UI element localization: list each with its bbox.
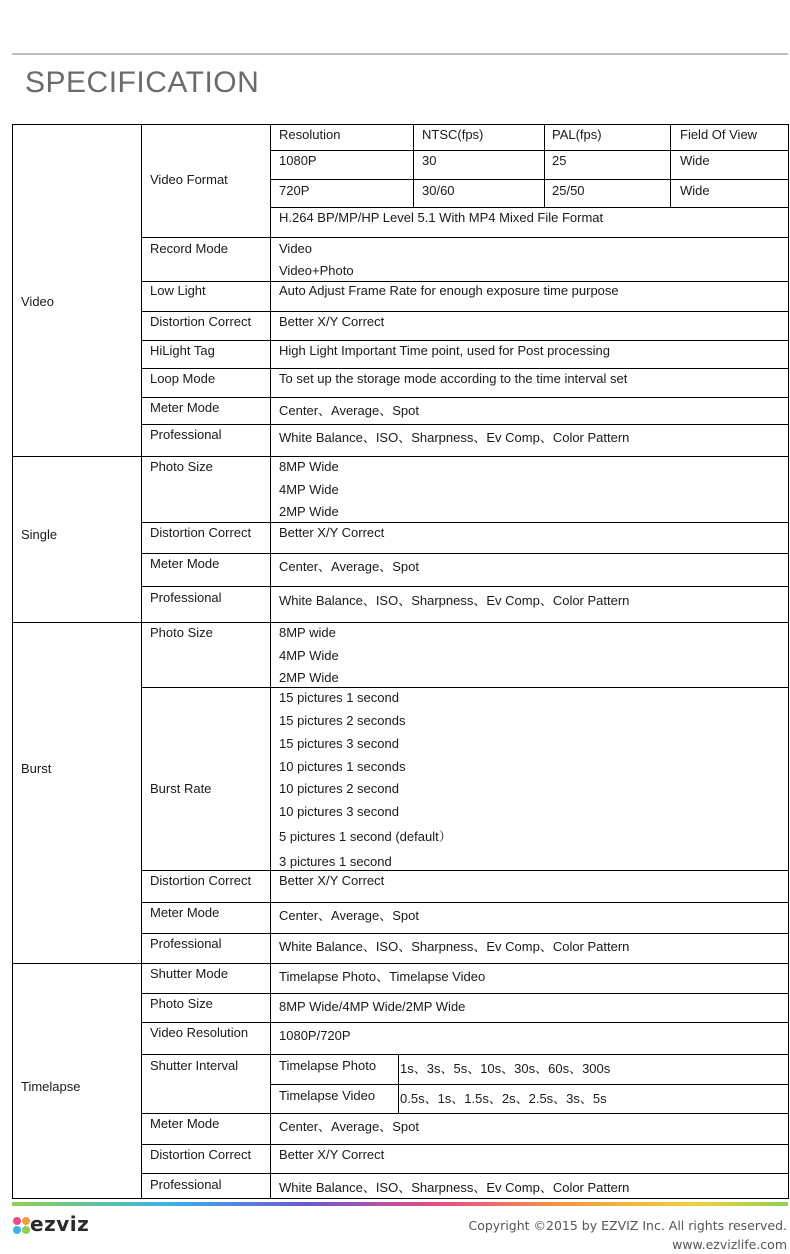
row-label: Shutter Interval	[150, 1058, 239, 1073]
row-label: Professional	[150, 590, 222, 605]
table-cell: White Balance、ISO、Sharpness、Ev Comp、Color Pattern	[279, 593, 630, 608]
row-divider	[270, 150, 789, 151]
table-cell: 4MP Wide	[279, 648, 339, 663]
brand-logo-text: ezviz	[30, 1212, 90, 1236]
table-cell: 15 pictures 3 second	[279, 736, 399, 751]
sub-label: Timelapse Photo	[279, 1058, 377, 1073]
table-cell: Auto Adjust Frame Rate for enough exposure time purpose	[279, 283, 619, 298]
format-note: H.264 BP/MP/HP Level 5.1 With MP4 Mixed File Format	[279, 210, 604, 225]
table-border	[141, 124, 142, 1199]
row-label: Professional	[150, 936, 222, 951]
row-label: Photo Size	[150, 459, 213, 474]
table-cell: 720P	[279, 183, 310, 198]
table-cell: 25	[552, 153, 567, 168]
col-divider	[670, 124, 671, 207]
row-divider	[141, 1113, 789, 1114]
table-cell: 3 pictures 1 second	[279, 854, 392, 869]
column-header: Resolution	[279, 127, 341, 142]
table-cell: Video+Photo	[279, 263, 354, 278]
table-cell: Timelapse Photo、Timelapse Video	[279, 969, 486, 984]
table-cell: Center、Average、Spot	[279, 908, 419, 923]
row-label: Video Resolution	[150, 1025, 249, 1040]
row-label: Meter Mode	[150, 905, 220, 920]
table-cell: Better X/Y Correct	[279, 314, 385, 329]
row-divider	[270, 179, 789, 180]
table-cell: 15 pictures 2 seconds	[279, 713, 406, 728]
table-cell: Video	[279, 241, 313, 256]
table-border	[12, 124, 789, 125]
col-divider	[398, 1054, 399, 1114]
row-label: Meter Mode	[150, 400, 220, 415]
row-divider	[141, 586, 789, 587]
section-label-single: Single	[21, 527, 58, 542]
table-cell: Better X/Y Correct	[279, 873, 385, 888]
sub-label: Timelapse Video	[279, 1088, 376, 1103]
row-divider	[141, 237, 789, 238]
copyright-text: Copyright ©2015 by EZVIZ Inc. All rights reserved.	[468, 1218, 787, 1233]
row-label: Photo Size	[150, 625, 213, 640]
row-divider	[141, 933, 789, 934]
table-cell: 25/50	[552, 183, 585, 198]
table-cell: 4MP Wide	[279, 482, 339, 497]
footer-gradient-bar	[12, 1202, 788, 1206]
table-cell: High Light Important Time point, used for Post processing	[279, 343, 610, 358]
column-header: Field Of View	[680, 127, 758, 142]
table-cell: 1080P/720P	[279, 1028, 351, 1043]
row-label: Professional	[150, 1177, 222, 1192]
row-label: Professional	[150, 427, 222, 442]
ezviz-logo-icon	[12, 1213, 32, 1239]
table-cell: Better X/Y Correct	[279, 1147, 385, 1162]
row-divider	[141, 1173, 789, 1174]
table-cell: 2MP Wide	[279, 670, 339, 685]
table-cell: 10 pictures 2 second	[279, 781, 399, 796]
row-divider	[141, 687, 789, 688]
table-cell: 15 pictures 1 second	[279, 690, 399, 705]
footer-copyright	[468, 1216, 787, 1254]
section-divider	[12, 963, 789, 964]
row-label: Meter Mode	[150, 556, 220, 571]
row-label: Video Format	[150, 172, 228, 187]
table-cell: Center、Average、Spot	[279, 1119, 419, 1134]
table-border	[12, 124, 13, 1199]
table-cell: 30	[422, 153, 437, 168]
row-label: Loop Mode	[150, 371, 216, 386]
row-divider	[141, 993, 789, 994]
table-cell: Better X/Y Correct	[279, 525, 385, 540]
col-divider	[413, 124, 414, 207]
row-label: Meter Mode	[150, 1116, 220, 1131]
section-label-video: Video	[21, 294, 55, 309]
row-label: Distortion Correct	[150, 1147, 252, 1162]
table-border	[270, 124, 271, 1199]
table-cell: Wide	[680, 153, 710, 168]
row-label: Burst Rate	[150, 781, 212, 796]
table-cell: 10 pictures 3 second	[279, 804, 399, 819]
row-divider	[141, 424, 789, 425]
table-cell: White Balance、ISO、Sharpness、Ev Comp、Color Pattern	[279, 1180, 630, 1195]
section-label-burst: Burst	[21, 761, 52, 776]
row-divider	[141, 1054, 789, 1055]
table-cell: 8MP Wide/4MP Wide/2MP Wide	[279, 999, 466, 1014]
row-divider	[141, 397, 789, 398]
column-header: PAL(fps)	[552, 127, 602, 142]
table-cell: White Balance、ISO、Sharpness、Ev Comp、Color Pattern	[279, 430, 630, 445]
table-cell: 0.5s、1s、1.5s、2s、2.5s、3s、5s	[400, 1091, 607, 1106]
row-label: Distortion Correct	[150, 314, 252, 329]
table-cell: Center、Average、Spot	[279, 403, 419, 418]
row-label: HiLight Tag	[150, 343, 215, 358]
table-cell: White Balance、ISO、Sharpness、Ev Comp、Color Pattern	[279, 939, 630, 954]
row-label: Record Mode	[150, 241, 229, 256]
page-title: SPECIFICATION	[25, 66, 260, 99]
row-label: Distortion Correct	[150, 873, 252, 888]
table-cell: 8MP Wide	[279, 459, 339, 474]
table-cell: 5 pictures 1 second (default）	[279, 829, 452, 844]
col-divider	[544, 124, 545, 207]
website-link[interactable]: www.ezvizlife.com	[672, 1237, 787, 1252]
table-border	[788, 124, 789, 1199]
section-divider	[12, 622, 789, 623]
table-cell: 8MP wide	[279, 625, 336, 640]
row-label: Shutter Mode	[150, 966, 229, 981]
table-cell: 2MP Wide	[279, 504, 339, 519]
table-cell: To set up the storage mode according to the time interval set	[279, 371, 628, 386]
header-rule	[12, 53, 788, 55]
row-label: Photo Size	[150, 996, 213, 1011]
row-label: Low Light	[150, 283, 206, 298]
table-cell: 1080P	[279, 153, 317, 168]
section-label-timelapse: Timelapse	[21, 1079, 81, 1094]
table-cell: 1s、3s、5s、10s、30s、60s、300s	[400, 1061, 611, 1076]
table-cell: Center、Average、Spot	[279, 559, 419, 574]
table-cell: 10 pictures 1 seconds	[279, 759, 406, 774]
row-label: Distortion Correct	[150, 525, 252, 540]
table-cell: 30/60	[422, 183, 455, 198]
row-divider	[141, 553, 789, 554]
column-header: NTSC(fps)	[422, 127, 484, 142]
section-divider	[12, 456, 789, 457]
table-cell: Wide	[680, 183, 710, 198]
row-divider	[141, 902, 789, 903]
